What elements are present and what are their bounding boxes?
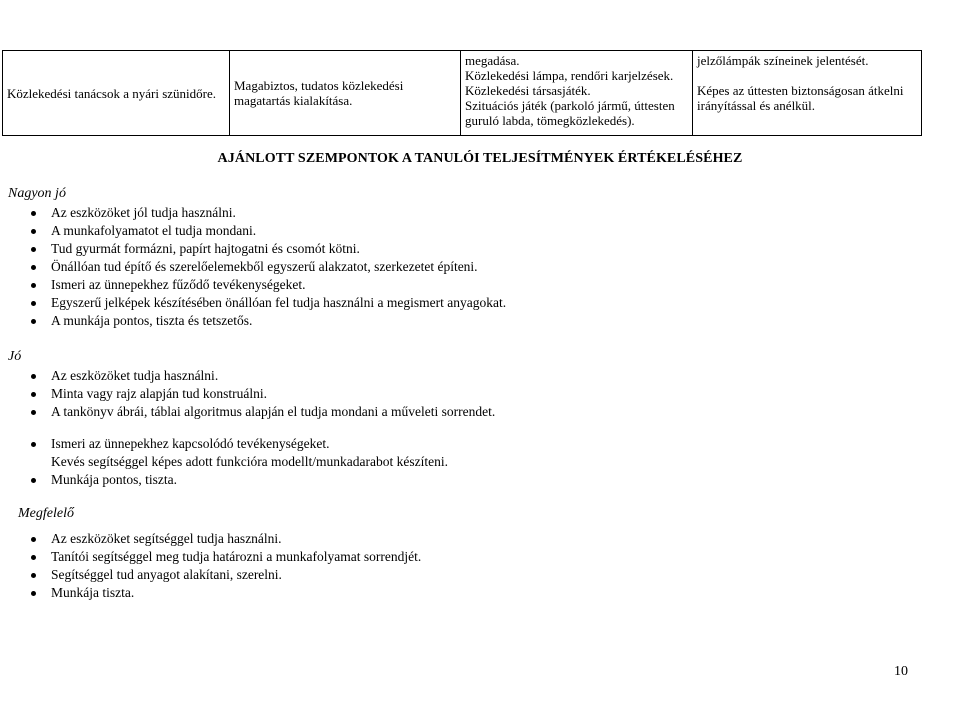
bullet-icon — [31, 537, 36, 542]
bullet-icon — [31, 247, 36, 252]
activity-line-1: megadása. — [465, 53, 520, 68]
list-item: Tud gyurmát formázni, papírt hajtogatni és csomót kötni. — [51, 240, 506, 258]
bullet-icon — [31, 442, 36, 447]
bullet-icon — [31, 555, 36, 560]
list-item: Ismeri az ünnepekhez kapcsolódó tevékenységeket. — [51, 435, 330, 453]
goal-line-1: Magabiztos, tudatos közlekedési — [234, 78, 404, 93]
bullet-icon — [31, 301, 36, 306]
list-jo-3 — [51, 471, 177, 489]
list-item: Az eszközöket segítséggel tudja használni. — [51, 530, 421, 548]
bullet-icon — [31, 392, 36, 397]
activity-line-3: Közlekedési társasjáték. — [465, 83, 591, 98]
page-number: 10 — [894, 664, 908, 679]
list-item: Munkája tiszta. — [51, 584, 421, 602]
list-item: Az eszközöket tudja használni. — [51, 367, 495, 385]
requirement-line-3: irányítással és anélkül. — [697, 98, 816, 113]
curriculum-table — [2, 50, 922, 136]
table-cell-goal — [230, 51, 461, 136]
list-megfelelo — [51, 530, 421, 602]
requirement-line-1: jelzőlámpák színeinek jelentését. — [697, 53, 869, 68]
bullet-icon — [31, 573, 36, 578]
table-row — [3, 51, 922, 136]
bullet-icon — [31, 410, 36, 415]
list-item: Munkája pontos, tiszta. — [51, 471, 177, 489]
topic-text: Közlekedési tanácsok a nyári szünidőre. — [7, 85, 217, 101]
bullet-icon — [31, 478, 36, 483]
label-jo: Jó — [8, 349, 22, 364]
bullet-icon — [31, 265, 36, 270]
bullet-icon — [31, 374, 36, 379]
bullet-icon — [31, 211, 36, 216]
bullet-icon — [31, 229, 36, 234]
list-item: Ismeri az ünnepekhez fűződő tevékenységeket. — [51, 276, 506, 294]
list-item: Az eszközöket jól tudja használni. — [51, 204, 506, 222]
activity-line-4: Szituációs játék (parkoló jármű, úttesten — [465, 98, 675, 113]
plain-text-line: Kevés segítséggel képes adott funkcióra modellt/munkadarabot készíteni. — [51, 454, 449, 469]
bullet-icon — [31, 591, 36, 596]
list-item: A tankönyv ábrái, táblai algoritmus alapján el tudja mondani a műveleti sorrendet. — [51, 403, 495, 421]
table-cell-topic — [3, 51, 230, 136]
list-item: Minta vagy rajz alapján tud konstruálni. — [51, 385, 495, 403]
list-item: Tanítói segítséggel meg tudja határozni a munkafolyamat sorrendjét. — [51, 548, 421, 566]
label-nagyon-jo: Nagyon jó — [8, 186, 66, 201]
table-cell-activities — [461, 51, 693, 136]
list-item: Önállóan tud építő és szerelőelemekből egyszerű alakzatot, szerkezetet építeni. — [51, 258, 506, 276]
list-item: A munkája pontos, tiszta és tetszetős. — [51, 312, 506, 330]
activity-line-5: guruló labda, tömegközlekedés). — [465, 113, 635, 128]
activity-line-2: Közlekedési lámpa, rendőri karjelzések. — [465, 68, 674, 83]
label-megfelelo: Megfelelő — [18, 506, 74, 521]
table-cell-requirements — [693, 51, 922, 136]
list-item: Segítséggel tud anyagot alakítani, szerelni. — [51, 566, 421, 584]
requirement-line-2: Képes az úttesten biztonságosan átkelni — [697, 83, 904, 98]
bullet-icon — [31, 283, 36, 288]
list-nagyon-jo — [51, 204, 506, 330]
list-jo-2 — [51, 435, 330, 453]
bullet-icon — [31, 319, 36, 324]
list-item: Egyszerű jelképek készítésében önállóan fel tudja használni a megismert anyagokat. — [51, 294, 506, 312]
goal-line-2: magatartás kialakítása. — [234, 93, 353, 108]
section-heading: AJÁNLOTT SZEMPONTOK A TANULÓI TELJESÍTMÉNYEK ÉRTÉKELÉSÉHEZ — [217, 151, 743, 166]
list-item: A munkafolyamatot el tudja mondani. — [51, 222, 506, 240]
list-jo — [51, 367, 495, 421]
